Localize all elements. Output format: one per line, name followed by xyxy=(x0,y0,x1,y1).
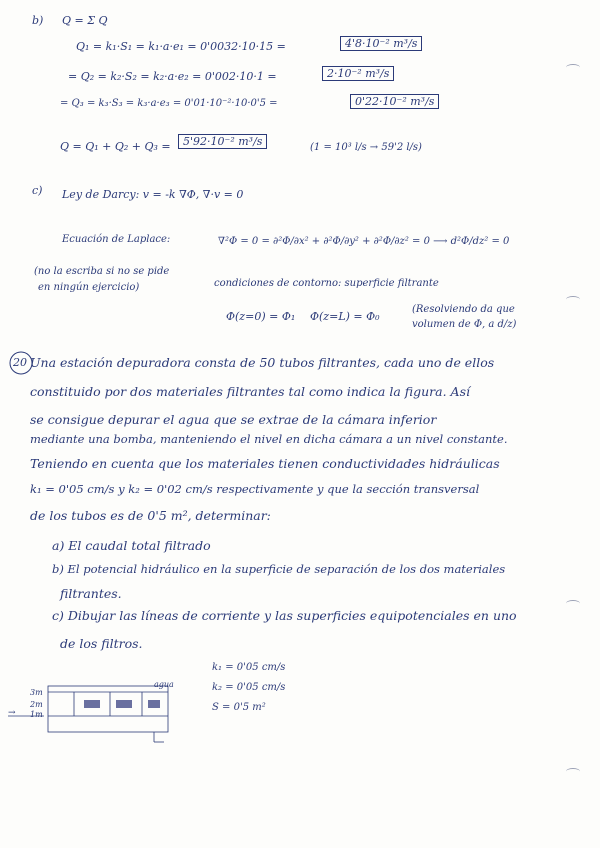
part-c-bc-note-1: (Resolviendo da que xyxy=(412,304,515,315)
given-data: k₁ = 0'05 cm/s xyxy=(212,662,286,673)
part-b-result-1: 4'8·10⁻² m³/s xyxy=(340,36,422,51)
problem-text-line: de los tubos es de 0'5 m², determinar: xyxy=(30,508,271,523)
figure-dim: 1m xyxy=(30,710,43,719)
part-c-label: c) xyxy=(32,184,43,197)
problem-item: filtrantes. xyxy=(60,586,122,601)
problem-text-line: constituido por dos materiales filtrantes tal como indica la figura. Así xyxy=(30,384,470,399)
given-data: S = 0'5 m² xyxy=(212,702,266,713)
problem-text-line: mediante una bomba, manteniendo el nivel en dicha cámara a un nivel constante. xyxy=(30,432,508,446)
problem-item: a) El caudal total filtrado xyxy=(52,538,211,553)
problem-text-line: Teniendo en cuenta que los materiales tienen conductividades hidráulicas xyxy=(30,456,500,471)
part-b-total: Q = Q₁ + Q₂ + Q₃ = xyxy=(60,140,171,153)
margin-mark xyxy=(566,64,580,71)
part-c-darcy: Ley de Darcy: v = -k ∇Φ, ∇·v = 0 xyxy=(62,188,244,201)
margin-mark xyxy=(566,296,580,303)
problem-number: 20 xyxy=(13,356,27,369)
margin-mark xyxy=(566,768,580,775)
problem-text-line: se consigue depurar el agua que se extrae de la cámara inferior xyxy=(30,412,437,427)
part-b-total-result: 5'92·10⁻² m³/s xyxy=(178,134,267,149)
figure-top-label: agua xyxy=(154,680,174,689)
figure-dim: 3m xyxy=(30,688,43,697)
part-b-heading: Q = Σ Q xyxy=(62,14,108,27)
problem-item: c) Dibujar las líneas de corriente y las superficies equipotenciales en uno xyxy=(52,608,517,623)
part-c-bc-2: Φ(z=L) = Φ₀ xyxy=(310,310,380,323)
part-c-bc-note-2: volumen de Φ, a d/z) xyxy=(412,319,517,330)
problem-text-line: k₁ = 0'05 cm/s y k₂ = 0'02 cm/s respectivamente y que la sección transversal xyxy=(30,482,480,496)
margin-mark xyxy=(566,600,580,607)
part-c-boundary: condiciones de contorno: superficie filtrante xyxy=(214,278,439,289)
part-c-side-note-1: (no la escriba si no se pide xyxy=(34,266,170,277)
part-b-line-2: = Q₂ = k₂·S₂ = k₂·a·e₂ = 0'002·10·1 = xyxy=(68,70,277,83)
part-b-result-2: 2·10⁻² m³/s xyxy=(322,66,394,81)
given-data: k₂ = 0'05 cm/s xyxy=(212,682,286,693)
part-b-line-1: Q₁ = k₁·S₁ = k₁·a·e₁ = 0'0032·10·15 = xyxy=(76,40,286,53)
part-b-total-note: (1 = 10³ l/s → 59'2 l/s) xyxy=(310,142,422,153)
part-b-result-3: 0'22·10⁻² m³/s xyxy=(350,94,439,109)
part-c-bc-1: Φ(z=0) = Φ₁ xyxy=(226,310,296,323)
part-b-label: b) xyxy=(32,14,44,27)
figure-dim: 2m xyxy=(30,700,43,709)
part-b-line-3: = Q₃ = k₃·S₃ = k₃·a·e₃ = 0'01·10⁻²·10·0'5 = xyxy=(60,98,278,109)
part-c-side-note-2: en ningún ejercicio) xyxy=(38,282,140,293)
part-c-laplace-label: Ecuación de Laplace: xyxy=(62,234,171,245)
problem-item: de los filtros. xyxy=(60,636,143,651)
part-c-laplace-eq: ∇²Φ = 0 = ∂²Φ/∂x² + ∂²Φ/∂y² + ∂²Φ/∂z² = 0 ⟶ d²Φ/dz² = 0 xyxy=(218,236,510,247)
problem-item: b) El potencial hidráulico en la superficie de separación de los dos materiales xyxy=(52,562,506,576)
problem-text-line: Una estación depuradora consta de 50 tubos filtrantes, cada uno de ellos xyxy=(30,355,495,370)
figure-arrow: → xyxy=(8,708,16,718)
